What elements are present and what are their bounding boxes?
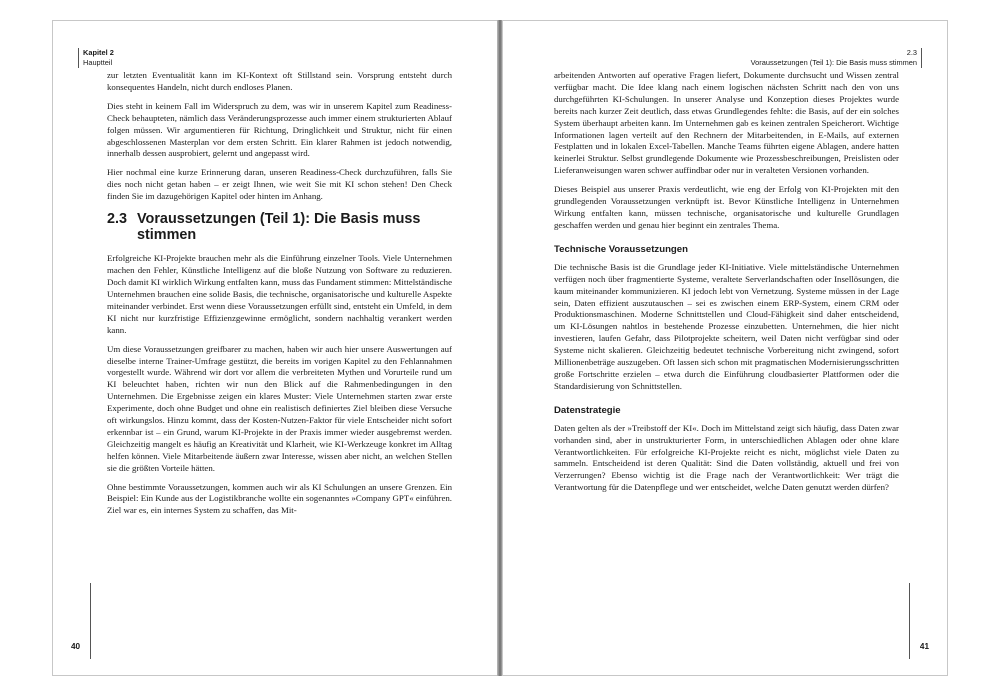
left-page (52, 20, 498, 676)
paragraph: Erfolgreiche KI-Projekte brauchen mehr als die Einführung einzelner Tools. Viele Unternehmen machen den Fehler, Künstliche Intelligenz auf die bloße Nutzung von Software zu reduzieren. Doch damit KI wirklich Wirkung entfalten kann, muss das Fundament stimmen: Mittelständische Unternehmen brauchen eine solide Basis, die technische, organisatorische und kulturelle Aspekte miteinander verbindet. Erst wenn diese Voraussetzungen erfüllt sind, entsteht ein Umfeld, in dem KI nicht nur kurzfristige Effizienzgewinne ermöglicht, sondern nachhaltig verankert werden kann. (107, 253, 452, 335)
left-text-column (107, 70, 452, 524)
section-title: Voraussetzungen (Teil 1): Die Basis muss stimmen (137, 211, 421, 243)
section-number: 2.3 (107, 211, 128, 228)
section-heading (107, 212, 452, 243)
paragraph: Hier nochmal eine kurze Erinnerung daran, unseren Readiness-Check durchzuführen, falls Sie dies noch nicht getan haben – er zeigt Ihnen, wie weit Sie mit KI schon stehen! Den Check finden Sie im dazugehörigen Kapitel oder hinten im Anhang. (107, 167, 452, 202)
paragraph: Daten gelten als der »Treibstoff der KI«. Doch im Mittelstand zeigt sich häufig, dass Daten zwar vorhanden sind, aber in unstrukturierter Form, in unterschiedlichen Ablagen oder ohne klare Verantwortlichkeiten. Für erfolgreiche KI-Projekte reicht es nicht, möglichst viele Daten zu sammeln. Entscheidend ist deren Qualität: Sind die Daten vollständig, aktuell und frei von Verzerrungen? Ebenso wichtig ist die Frage nach der Verantwortlichkeit: Wer trägt die Verantwortung für die Datenpflege und wer entscheidet, welche Daten genutzt werden dürfen? (554, 422, 899, 493)
footer-rule (90, 583, 91, 659)
part-label: Hauptteil (83, 57, 113, 67)
running-header-left (83, 48, 114, 67)
right-text-column (554, 70, 899, 501)
paragraph: Die technische Basis ist die Grundlage jeder KI-Initiative. Viele mittelständische Unternehmen verfügen noch über fragmentierte Systeme, veraltete Serverlandschaften oder Insellösungen, die kaum miteinander kommunizieren. KI jedoch lebt von Vernetzung. Systeme müssen in der Lage sein, Daten effizient auszutauschen – sei es zwischen einem ERP-System, einem CRM oder Produktionsmaschinen. Moderne Schnittstellen und Cloud-Fähigkeit sind daher entscheidend, um KI-Lösungen nahtlos in bestehende Prozesse einzubetten. Unternehmen, die hier nicht investieren, laufen Gefahr, dass Pilotprojekte scheitern, weil Daten nicht verfügbar sind oder Systeme nicht skalieren. Gleichzeitig bedeutet technische Vorbereitung nicht zwingend, sofort Millionenbeträge auszugeben. Oft lassen sich schon mit pragmatischen Modernisierungsschritten große Fortschritte erzielen – etwa durch die Einführung cloudbasierter Plattformen oder die Standardisierung von Schnittstellen. (554, 261, 899, 391)
right-page (502, 20, 948, 676)
page-number: 40 (71, 642, 81, 651)
header-section-number: 2.3 (906, 48, 917, 57)
subsection-heading: Datenstrategie (554, 404, 621, 416)
chapter-label: Kapitel 2 (83, 48, 114, 57)
paragraph: Ohne bestimmte Voraussetzungen, kommen auch wir als KI Schulungen an unsere Grenzen. Ein Beispiel: Ein Kunde aus der Logistikbranche wollte ein sogenanntes »Company GPT« einführen. Ziel war es, ein internes System zu schaffen, das Mit- (107, 481, 452, 516)
header-rule (78, 48, 79, 68)
header-rule (921, 48, 922, 68)
footer-rule (909, 583, 910, 659)
running-header-right (751, 48, 917, 67)
paragraph: zur letzten Eventualität kann im KI-Kontext oft Stillstand sein. Vorsprung entsteht durch konsequentes Handeln, nicht durch endloses Planen. (107, 70, 452, 92)
paragraph: arbeitenden Antworten auf operative Fragen liefert, Dokumente durchsucht und Wissen zentral verfügbar macht. Die Idee klang nach einem logischen nächsten Schritt nach den von uns durchgeführten KI-Schulungen. In unserer Analyse und Konzeption dieses Projektes wurde bereits nach kurzer Zeit deutlich, dass etwas Grundlegendes fehlte: die Basis, auf der ein solches System überhaupt arbeiten kann. Im Unternehmen gab es keinen zentralen Speicherort. Wichtige Informationen lagen verteilt auf den Rechnern der Mitarbeitenden, in E-Mails, auf externen Festplatten und in lokalen Excel-Tabellen. Manche Teams führten eigene Ablagen, andere hatten keinerlei Struktur. Selbst grundlegende Dokumente wie Prozessbeschreibungen, Preislisten oder Lieferanweisungen waren schwer auffindbar oder nur in veralteten Versionen vorhanden. (554, 70, 899, 176)
subsection-heading: Technische Voraussetzungen (554, 243, 688, 255)
page-number: 41 (919, 642, 929, 651)
header-section-title: Voraussetzungen (Teil 1): Die Basis muss stimmen (750, 57, 917, 67)
paragraph: Dieses Beispiel aus unserer Praxis verdeutlicht, wie eng der Erfolg von KI-Projekten mit den grundlegenden Voraussetzungen verknüpft ist. Bevor Künstliche Intelligenz in Unternehmen Wirkung entfalten kann, müssen technische, organisatorische und kulturelle Grundlagen geschaffen werden und genau hier beginnt ein zentrales Thema. (554, 184, 899, 230)
paragraph: Um diese Voraussetzungen greifbarer zu machen, haben wir auch hier unsere Auswertungen auf dieselbe interne Trainer-Umfrage gestützt, die bereits im vorigen Kapitel zu den Fehlannahmen vorgestellt wurde. Während wir dort vor allem die verbreiteten Mythen und Vorurteile rund um KI beleuchtet haben, richten wir nun den Blick auf die Rahmenbedingungen in den Unternehmen. Die Ergebnisse zeigen ein klares Muster: Viele Unternehmen starten zwar erste Experimente, doch ohne Budget und ohne ein realistisch definiertes Ziel bleiben diese Versuche oft wirkungslos. Hinzu kommt, dass der Kosten-Nutzen-Faktor für viele Entscheider nicht sofort erkennbar ist – ein Grund, warum KI-Projekte in der Praxis immer wieder ausgebremst werden. Gleichzeitig mangelt es häufig an Kreativität und Klarheit, wie KI-Werkzeuge konkret im Alltag helfen können. Viele Mitarbeitende äußern zwar Interesse, wissen aber nicht, an welchen Stellen sie die größten Vorteile hätten. (107, 343, 452, 473)
paragraph: Dies steht in keinem Fall im Widerspruch zu dem, was wir in unserem Kapitel zum Readiness-Check behaupteten, nämlich dass Veränderungsprozesse auch immer einem strukturierten Ablauf folgen müssen. Wir argumentieren für Richtung, Dringlichkeit und Struktur, nicht für einen abgeschlossenen Masterplan vor dem ersten Schritt. Ein klarer Rahmen ist jedoch notwendig, innerhalb dessen ausprobiert, gelernt und angepasst wird. (107, 100, 452, 159)
